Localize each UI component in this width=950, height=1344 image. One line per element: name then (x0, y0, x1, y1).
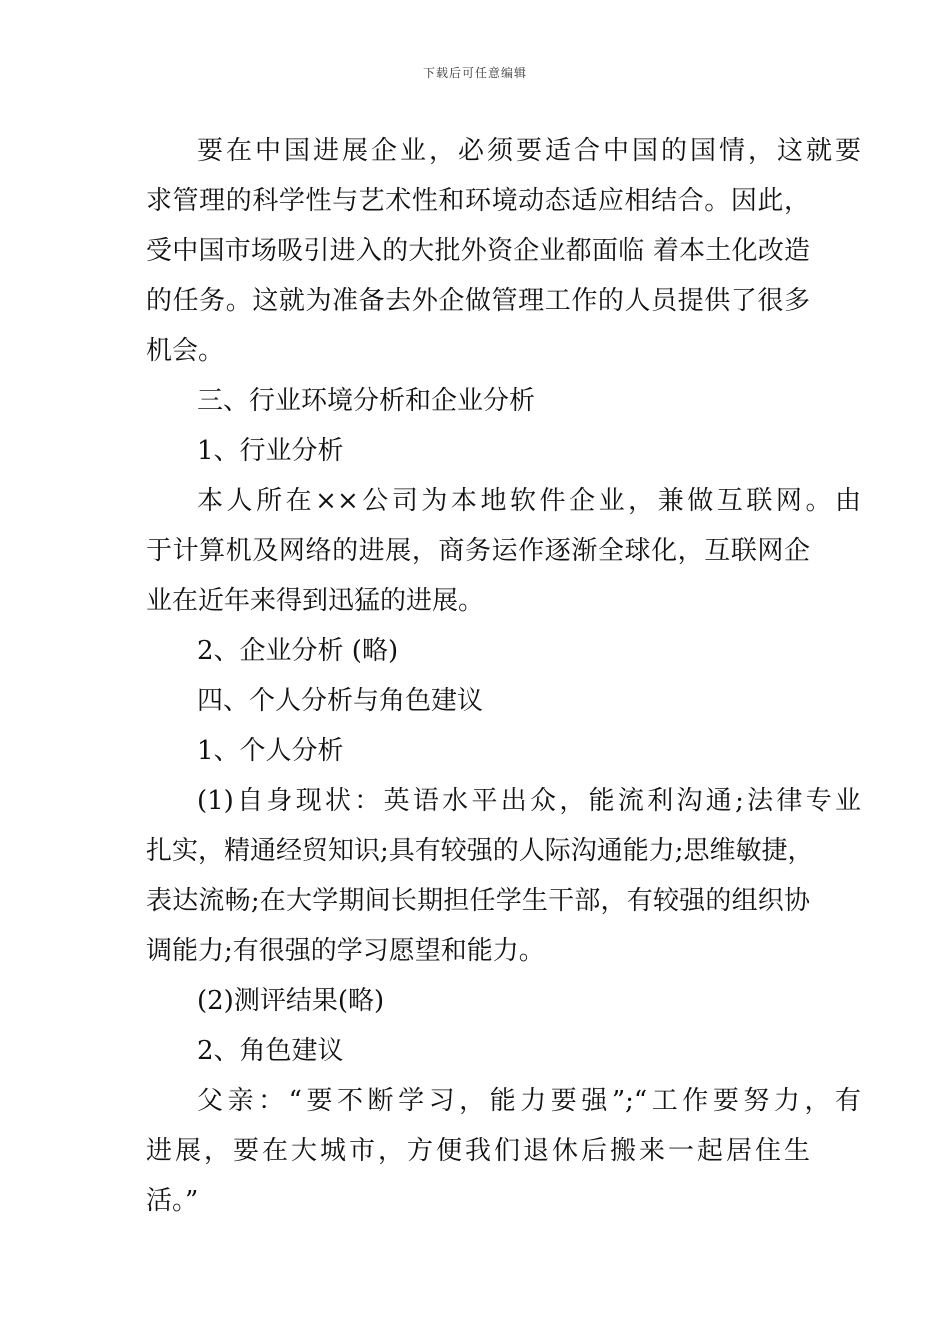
paragraph-line: 父亲：“要不断学习，能力要强”;“工作要努力，有 (197, 1086, 861, 1116)
paragraph-line: 活。” (146, 1186, 199, 1216)
subsection-heading: 1、个人分析 (197, 736, 344, 766)
paragraph-line: 受中国市场吸引进入的大批外资企业都面临 着本土化改造 (146, 236, 810, 266)
section-heading: 四、个人分析与角色建议 (197, 686, 484, 716)
paragraph-line: 表达流畅;在大学期间长期担任学生干部，有较强的组织协 (146, 886, 810, 916)
paragraph-line: 的任务。这就为准备去外企做管理工作的人员提供了很多 (146, 286, 810, 316)
page-header: 下载后可任意编辑 (422, 66, 527, 80)
paragraph-line: 求管理的科学性与艺术性和环境动态适应相结合。因此， (146, 186, 810, 216)
paragraph-line: (2)测评结果(略) (197, 986, 385, 1016)
document-body (146, 126, 861, 1226)
paragraph-line: 机会。 (146, 336, 225, 366)
paragraph-line: 扎实，精通经贸知识;具有较强的人际沟通能力;思维敏捷， (146, 836, 814, 866)
paragraph-line: 本人所在××公司为本地软件企业，兼做互联网。由 (197, 486, 861, 516)
subsection-heading: 1、行业分析 (197, 436, 344, 466)
paragraph-line: 于计算机及网络的进展，商务运作逐渐全球化，互联网企 (146, 536, 810, 566)
paragraph-line: 进展，要在大城市，方便我们退休后搬来一起居住生 (146, 1136, 810, 1166)
paragraph-line: 调能力;有很强的学习愿望和能力。 (146, 936, 545, 966)
section-heading: 三、行业环境分析和企业分析 (197, 386, 536, 416)
subsection-heading: 2、企业分析 (略) (197, 636, 399, 666)
paragraph-line: 业在近年来得到迅猛的进展。 (146, 586, 485, 616)
paragraph-line: (1)自身现状：英语水平出众，能流利沟通;法律专业 (197, 786, 861, 816)
subsection-heading: 2、角色建议 (197, 1036, 344, 1066)
paragraph-line: 要在中国进展企业，必须要适合中国的国情，这就要 (197, 136, 861, 166)
